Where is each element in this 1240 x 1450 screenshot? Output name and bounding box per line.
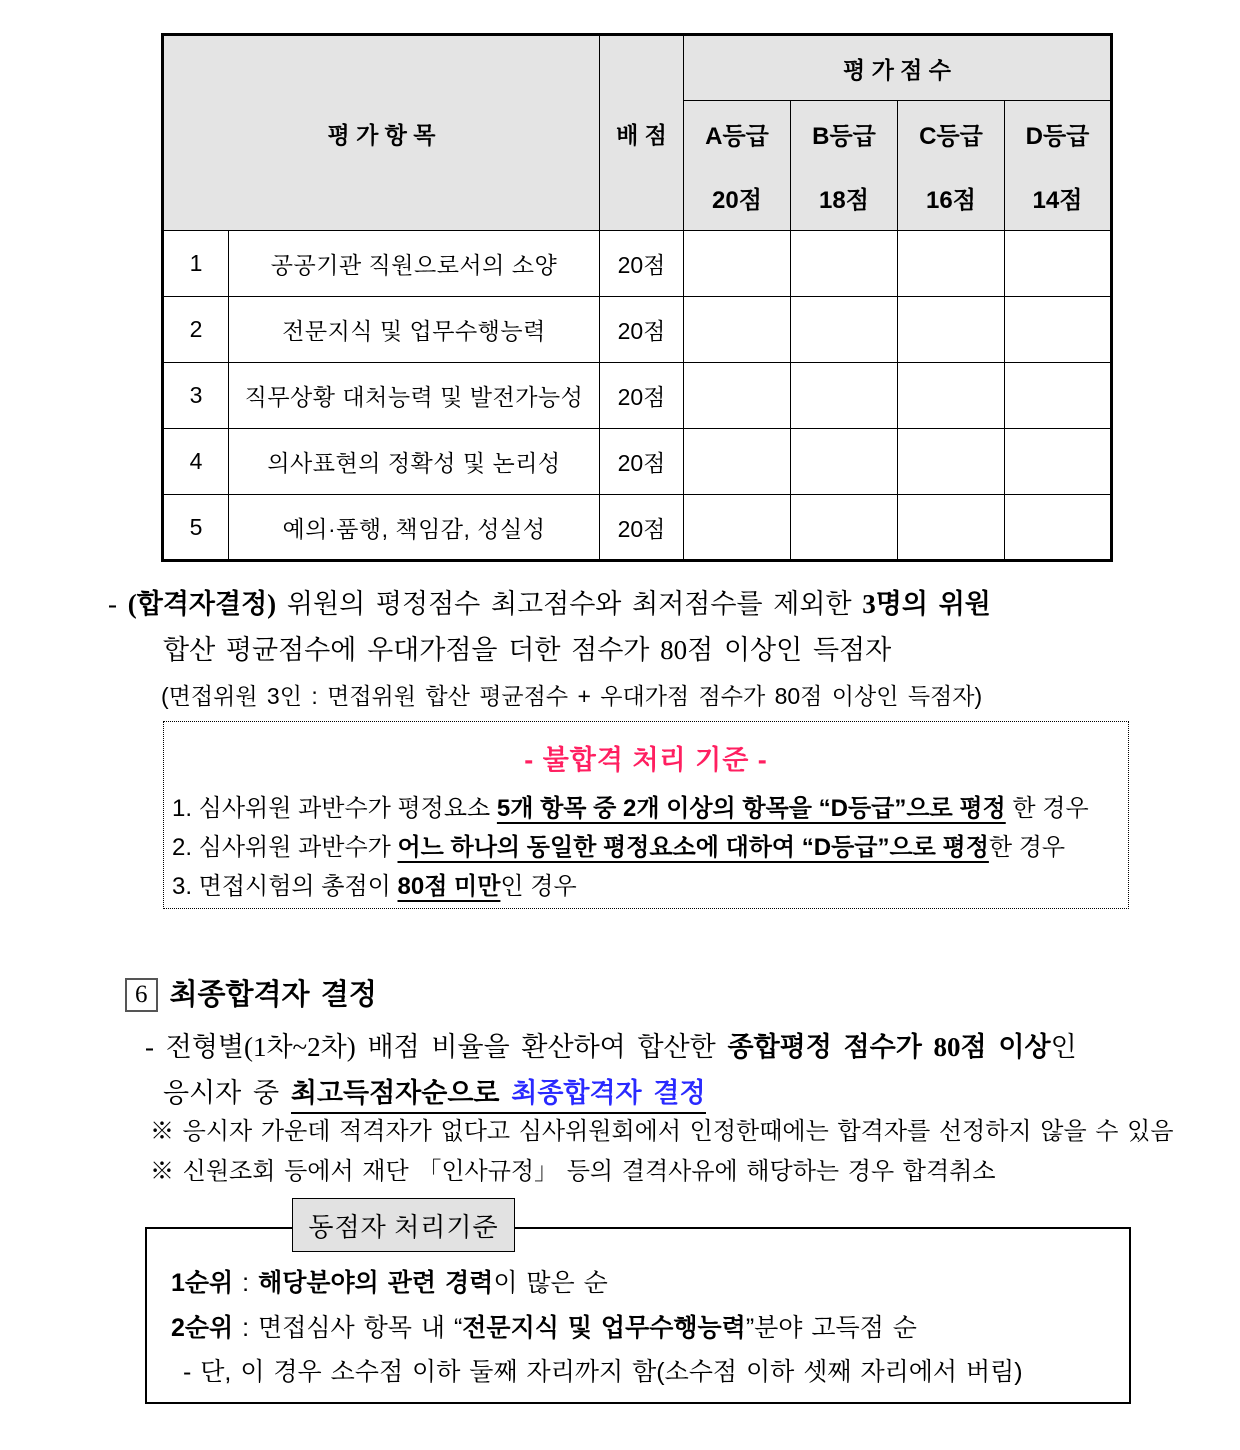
score-cell: [684, 429, 791, 495]
highest-score-emphasis: 최고득점자순으로: [290, 1078, 512, 1108]
final-section-line2: 응시자 중 최고득점자순으로 최종합격자 결정: [163, 1076, 706, 1110]
grade-b-points: 18점: [819, 187, 869, 214]
header-grade-c: [898, 101, 1005, 231]
score-cell: [791, 429, 898, 495]
grade-c-label: C등급: [919, 123, 983, 150]
score-cell: [898, 231, 1005, 297]
eval-item-cell: 공공기관 직원으로서의 소양: [229, 231, 600, 297]
score-cell: [684, 495, 791, 561]
score-cell: [1005, 297, 1112, 363]
evaluation-table: [161, 33, 1113, 562]
score-cell: [898, 429, 1005, 495]
rank1-label: 1순위: [171, 1269, 234, 1297]
score-threshold-emphasis: 종합평정 점수가 80점 이상: [727, 1032, 1051, 1062]
points-cell: 20점: [600, 231, 684, 297]
pass-decision-keyword: (합격자결정): [127, 589, 277, 619]
header-eval-item: 평 가 항 목: [163, 35, 600, 231]
fail-rule-emphasis: 어느 하나의 동일한 평정요소에 대하여 “D등급”으로 평정: [397, 834, 989, 861]
header-points: 배 점: [600, 35, 684, 231]
score-cell: [898, 297, 1005, 363]
pass-decision-note: (면접위원 3인 : 면접위원 합산 평균점수 + 우대가점 점수가 80점 이상인 득점자): [161, 683, 983, 709]
score-cell: [791, 495, 898, 561]
note-disqualification: ※ 신원조회 등에서 재단 「인사규정」 등의 결격사유에 해당하는 경우 합격취소: [150, 1158, 996, 1185]
points-cell: 20점: [600, 495, 684, 561]
grade-a-label: A등급: [705, 123, 769, 150]
career-emphasis: 해당분야의 관련 경력: [258, 1269, 494, 1297]
grade-b-label: B등급: [812, 123, 876, 150]
row-number-cell: 5: [163, 495, 229, 561]
fail-criteria-box: [163, 721, 1129, 909]
row-number-cell: 2: [163, 297, 229, 363]
expertise-emphasis: 전문지식 및 업무수행능력: [462, 1314, 746, 1342]
fail-rule-emphasis: 5개 항목 중 2개 이상의 항목을 “D등급”으로 평정: [496, 795, 1006, 822]
header-eval-score: 평 가 점 수: [684, 35, 1112, 101]
points-cell: 20점: [600, 297, 684, 363]
score-cell: [1005, 231, 1112, 297]
score-cell: [1005, 495, 1112, 561]
fail-rule-emphasis: 80점 미만: [397, 873, 501, 900]
score-cell: [684, 363, 791, 429]
tie-rank2-line: 2순위 : 면접심사 항목 내 “전문지식 및 업무수행능력”분야 고득점 순: [171, 1314, 917, 1342]
table-row: [163, 429, 1112, 495]
eval-item-cell: 예의·품행, 책임감, 성실성: [229, 495, 600, 561]
score-cell: [791, 297, 898, 363]
eval-item-cell: 의사표현의 정확성 및 논리성: [229, 429, 600, 495]
header-grade-d: [1005, 101, 1112, 231]
table-row: [163, 363, 1112, 429]
eval-item-cell: 전문지식 및 업무수행능력: [229, 297, 600, 363]
score-cell: [1005, 429, 1112, 495]
section-number-badge: 6: [125, 978, 158, 1012]
score-cell: [898, 363, 1005, 429]
tie-rounding-line: - 단, 이 경우 소수점 이하 둘째 자리까지 함(소수점 이하 셋째 자리에서 버림): [183, 1358, 1023, 1386]
score-cell: [898, 495, 1005, 561]
grade-c-points: 16점: [926, 187, 976, 214]
points-cell: 20점: [600, 429, 684, 495]
score-cell: [791, 231, 898, 297]
row-number-cell: 3: [163, 363, 229, 429]
tie-breaker-box-title-tab: 동점자 처리기준: [292, 1198, 515, 1252]
score-cell: [684, 297, 791, 363]
pass-decision-line2: 합산 평균점수에 우대가점을 더한 점수가 80점 이상인 득점자: [163, 635, 892, 665]
table-row: [163, 231, 1112, 297]
score-cell: [684, 231, 791, 297]
row-number-cell: 4: [163, 429, 229, 495]
final-section-line1: - 전형별(1차~2차) 배점 비율을 환산하여 합산한 종합평정 점수가 80점 이상인: [145, 1032, 1077, 1062]
grade-d-label: D등급: [1025, 123, 1090, 150]
grade-d-points: 14점: [1032, 187, 1083, 214]
pass-decision-line1: - (합격자결정) 위원의 평정점수 최고점수와 최저점수를 제외한 3명의 위원: [108, 589, 991, 619]
score-cell: [1005, 363, 1112, 429]
table-row: [163, 297, 1112, 363]
table-row: [163, 495, 1112, 561]
header-grade-a: [684, 101, 791, 231]
fail-criteria-item: 1. 심사위원 과반수가 평정요소 5개 항목 중 2개 이상의 항목을 “D등급”으로 평정 한 경우: [172, 795, 1089, 822]
row-number-cell: 1: [163, 231, 229, 297]
grade-a-points: 20점: [712, 187, 762, 214]
final-section-title: 최종합격자 결정: [169, 979, 377, 1011]
points-cell: 20점: [600, 363, 684, 429]
tie-breaker-box: [145, 1227, 1131, 1404]
eval-item-cell: 직무상황 대처능력 및 발전가능성: [229, 363, 600, 429]
final-section-heading: [125, 972, 377, 1013]
pass-decision-paragraph: [108, 587, 1168, 711]
final-pass-decision-link-text: 최종합격자 결정: [511, 1078, 706, 1108]
fail-criteria-title: - 불합격 처리 기준 -: [524, 745, 768, 775]
tie-rank1-line: 1순위 : 해당분야의 관련 경력이 많은 순: [171, 1269, 608, 1297]
score-cell: [791, 363, 898, 429]
note-no-qualified: ※ 응시자 가운데 적격자가 없다고 심사위원회에서 인정한때에는 합격자를 선정하지 않을 수 있음: [150, 1118, 1174, 1145]
header-grade-b: [791, 101, 898, 231]
fail-criteria-item: 3. 면접시험의 총점이 80점 미만인 경우: [172, 873, 577, 900]
three-members-emphasis: 3명의 위원: [862, 589, 991, 619]
dash: -: [108, 589, 128, 619]
rank2-label: 2순위: [171, 1314, 234, 1342]
fail-criteria-item: 2. 심사위원 과반수가 어느 하나의 동일한 평정요소에 대하여 “D등급”으로 평정한 경우: [172, 834, 1066, 861]
